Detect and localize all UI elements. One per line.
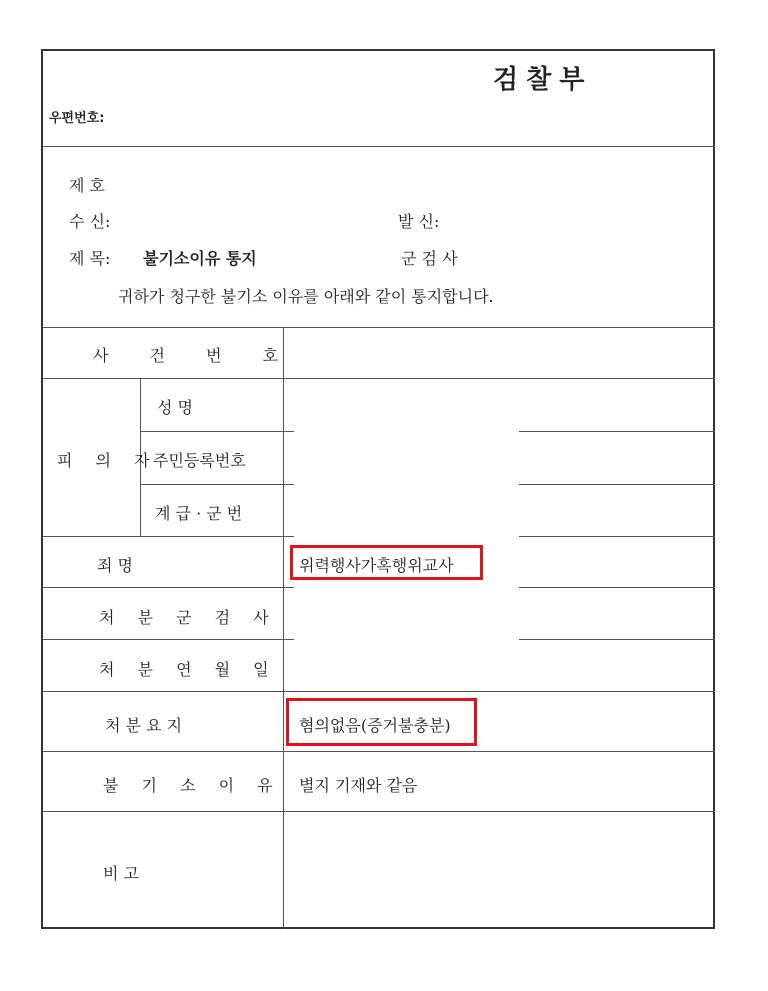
non-indictment-reason-label: 불 기 소 이 유 [103,776,282,795]
charge-highlight-box [290,545,483,580]
document-title: 검찰부 [493,65,593,95]
disposition-gist-value: 혐의없음(증거불충분) [299,716,451,735]
charge-label: 죄 명 [97,556,133,575]
charge-value: 위력행사가혹행위교사 [299,556,454,575]
row-line [43,691,715,692]
subject-label: 제 목: [69,249,111,268]
rank-service-number-label: 계 급 · 군 번 [155,504,243,523]
disposition-date-label: 처 분 연 월 일 [99,660,278,679]
prosecutor-label: 처 분 군 검 사 [99,608,278,627]
subject-value: 불기소이유 통지 [143,249,257,268]
remarks-label: 비 고 [103,864,139,883]
redaction-block [294,381,519,646]
row-line [43,378,715,379]
notice-text: 귀하가 청구한 불기소 이유를 아래와 같이 통지합니다. [118,287,494,306]
recipient-label: 수 신: [69,212,111,231]
table-top-line [43,327,715,328]
document-number-label: 제 호 [69,176,105,195]
row-line [43,751,715,752]
sender-value: 군 검 사 [401,249,458,268]
redaction-block [518,149,678,294]
gist-highlight-box [286,698,477,746]
suspect-label: 피 의 자 [57,451,159,470]
document-frame [41,49,715,929]
column-divider [283,327,284,929]
name-label: 성 명 [157,398,193,417]
postal-code-label: 우편번호: [49,111,105,126]
sender-label: 발 신: [398,212,440,231]
non-indictment-reason-value: 별지 기재와 같음 [299,776,418,795]
disposition-gist-label: 처 분 요 지 [105,716,183,735]
row-line [43,811,715,812]
case-number-label: 사 건 번 호 [93,346,297,365]
header-divider [43,146,715,147]
resident-number-label: 주민등록번호 [153,451,246,470]
